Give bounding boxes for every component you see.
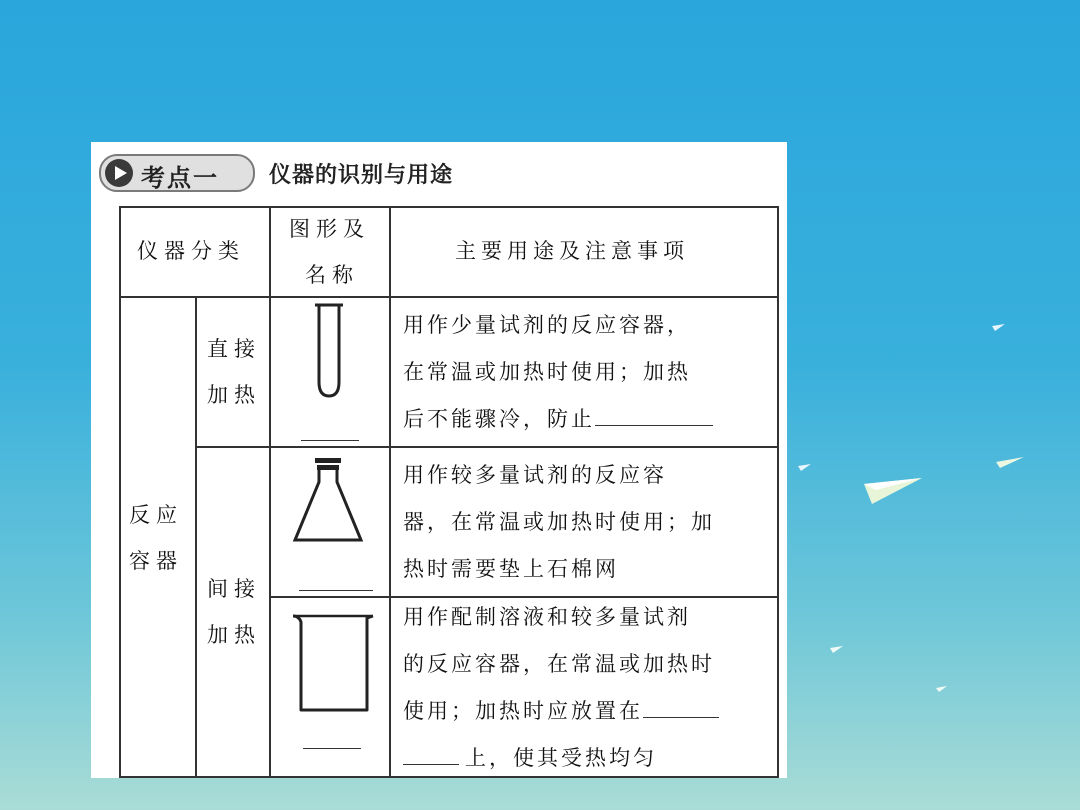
heating-indirect-line1: 间接 bbox=[207, 577, 261, 601]
answer-blank-beaker[interactable] bbox=[303, 748, 361, 749]
answer-blank-flask[interactable] bbox=[299, 590, 373, 591]
answer-blank-tube[interactable] bbox=[301, 440, 359, 441]
paper-plane-icon bbox=[996, 456, 1026, 470]
paper-plane-icon bbox=[864, 476, 924, 506]
section-header bbox=[97, 150, 787, 192]
answer-blank-place-cont[interactable] bbox=[403, 744, 459, 765]
beaker-icon bbox=[289, 610, 379, 716]
column-header-usage: 主要用途及注意事项 bbox=[455, 239, 689, 263]
answer-blank-place[interactable] bbox=[643, 697, 719, 718]
column-header-figure-line1: 图形及 bbox=[289, 217, 370, 241]
paper-plane-icon bbox=[798, 464, 812, 472]
section-badge bbox=[99, 154, 255, 192]
column-header-figure-line2: 名称 bbox=[305, 263, 359, 287]
section-title: 仪器的识别与用途 bbox=[269, 163, 454, 188]
paper-plane-icon bbox=[992, 324, 1006, 332]
paper-plane-icon bbox=[936, 686, 948, 693]
usage-beaker: 用作配制溶液和较多量试剂 的反应容器，在常温或加热时 使用；加热时应放置在 上，使其受热均匀 bbox=[403, 594, 773, 782]
paper-plane-icon bbox=[830, 646, 844, 654]
usage-test-tube: 用作少量试剂的反应容器， 在常温或加热时使用；加热 后不能骤冷，防止 bbox=[403, 302, 773, 443]
instrument-table bbox=[119, 206, 779, 778]
answer-blank-prevent[interactable] bbox=[595, 405, 713, 426]
play-icon bbox=[105, 159, 133, 187]
test-tube-icon bbox=[311, 302, 347, 400]
category-label-line2: 容器 bbox=[129, 549, 183, 573]
heating-indirect-line2: 加热 bbox=[207, 623, 261, 647]
conical-flask-icon bbox=[291, 456, 367, 546]
category-label-line1: 反应 bbox=[129, 503, 183, 527]
heating-direct-line1: 直接 bbox=[207, 337, 261, 361]
badge-label: 考点一 bbox=[141, 164, 219, 192]
content-card bbox=[91, 142, 787, 778]
usage-conical-flask: 用作较多量试剂的反应容 器，在常温或加热时使用；加 热时需要垫上石棉网 bbox=[403, 463, 715, 581]
heating-direct-line2: 加热 bbox=[207, 383, 261, 407]
column-header-category: 仪器分类 bbox=[137, 239, 245, 263]
